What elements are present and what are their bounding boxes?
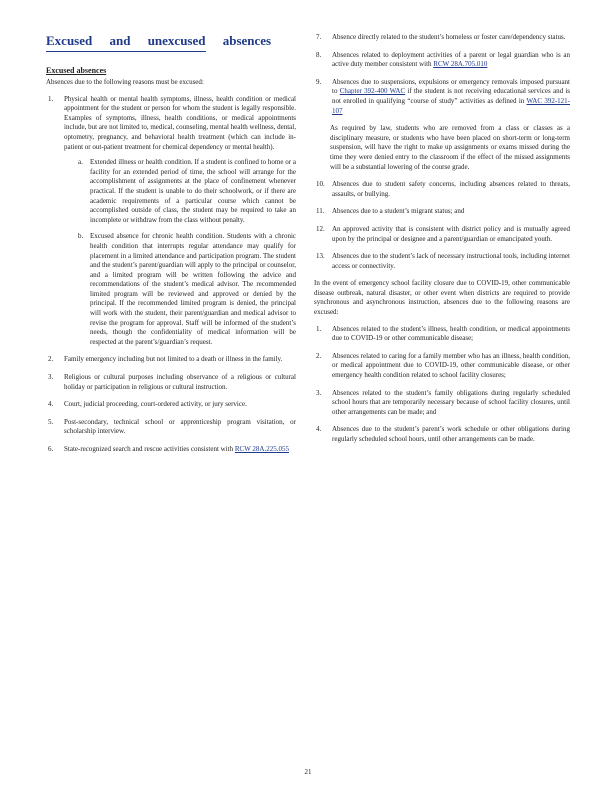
- list-number: 4.: [316, 425, 322, 434]
- excused-list: [46, 95, 296, 455]
- list-number: 10.: [316, 180, 325, 189]
- sub-list-text: Excused absence for chronic health condition. Students with a chronic health condition that interrupts regular attendance may qualify for placement in a limited attendance and participation program. The student and the student’s parent/guardian will apply to the principal or counselor, and a limited program will be written following the advice and recommendations of the student’s medical advisor. The recommended limited program will be reviewed and approved or denied by the principal. If the recommended limited program is denied, the principal will work with the student, their parent/guardian and medical advisor to revise the program for approval. Staff will be informed of the student’s needs, though the confidentiality of medical information will be respected at the parent’s/guardian’s request.: [90, 232, 296, 346]
- wac-chapter-link[interactable]: Chapter 392-400 WAC: [339, 87, 406, 96]
- list-text: Post-secondary, technical school or apprenticeship program visitation, or scholarship interview.: [64, 417, 296, 436]
- rcw-link[interactable]: RCW 28A.225.055: [234, 445, 289, 453]
- list-text: Religious or cultural purposes including observance of a religious or cultural holiday or participation in religious or cultural instruction.: [64, 373, 296, 391]
- excused-intro: Absences due to the following reasons must be excused:: [46, 78, 204, 86]
- list-item: [46, 418, 296, 437]
- list-number: 2.: [316, 351, 322, 360]
- list-number: 9.: [316, 77, 322, 86]
- excused-list-continued: [314, 33, 570, 116]
- list-text: Absence directly related to the student’s homeless or foster care/dependency status.: [332, 33, 566, 41]
- sub-list-letter: a.: [78, 158, 83, 167]
- list-number: 8.: [316, 50, 322, 59]
- list-number: 1.: [48, 94, 54, 103]
- list-text: Absences related to caring for a family member who has an illness, health condition, or medical appointment due to COVID-19, other communicable disease, or other emergency health condition related to school facility closures;: [332, 351, 570, 380]
- list-text: Court, judicial proceeding, court-ordered activity, or jury service.: [64, 400, 247, 409]
- list-number: 6.: [48, 445, 54, 453]
- list-text: Absences related to deployment activities of a parent or legal guardian who is an active duty member consistent with: [332, 50, 570, 69]
- list-number: 5.: [48, 417, 54, 426]
- list-text: An approved activity that is consistent with district policy and is mutually agreed upon by the principal or designee and a parent/guardian or emancipated youth.: [332, 224, 570, 243]
- list-number: 4.: [48, 400, 54, 409]
- list-item: [46, 355, 296, 365]
- sub-list-item: [78, 232, 296, 347]
- list-number: 3.: [48, 373, 54, 382]
- list-text: Absences related to the student’s illness, health condition, or medical appointments due to COVID-19 or other communicable disease;: [332, 324, 570, 343]
- list-text: Absences related to the student’s family obligations during regularly scheduled school hours that are temporarily necessary because of school facility closures, until other arrangements can be made; and: [332, 388, 570, 416]
- excused-list-continued-2: [314, 180, 570, 271]
- list-number: 1.: [316, 324, 322, 333]
- list-number: 3.: [316, 388, 322, 397]
- sub-list: [64, 158, 296, 347]
- list-number: 13.: [316, 252, 325, 261]
- covid-list: [314, 325, 570, 445]
- rcw-link[interactable]: RCW 28A.705.010: [433, 60, 488, 69]
- list-text: Absences due to student safety concerns, including absences related to threats, assaults, or bullying.: [332, 180, 570, 198]
- list-text: Physical health or mental health symptoms, illness, health condition or medical appointment for the student or person for whom the student is legally responsible. Examples of symptoms, illness, health conditions, or medical appointments include, but are not limited to, medical, counseling, mental health wellness, dental, optometry, pregnancy, and behavioral health treatment (which can include in-patient or out-patient treatment for chemical dependency or mental health).: [64, 94, 296, 151]
- list-text-continued: if the student is not receiving educational services and is not enrolled in qualifying “course of study” activities as defined in: [332, 87, 571, 105]
- left-column: [46, 33, 296, 463]
- page-number: 21: [304, 768, 312, 776]
- list-item: [314, 51, 570, 70]
- list-item: [314, 425, 570, 444]
- list-item: [314, 78, 570, 116]
- list-number: 11.: [316, 207, 325, 216]
- list-number: 2.: [48, 355, 54, 364]
- list-item: [314, 180, 570, 199]
- list-text: Absences due to the student’s lack of necessary instructional tools, including internet access or connectivity.: [332, 252, 570, 270]
- list-text: Absences due to a student’s migrant status; and: [332, 207, 465, 216]
- list-number: 12.: [316, 224, 325, 233]
- page-title: Excused and unexcused absences: [46, 33, 272, 48]
- list-text: Absences due to the student’s parent’s work schedule or other obligations during regularly scheduled school hours, until other arrangements can be made.: [332, 425, 570, 443]
- list-item: [314, 325, 570, 344]
- title-underline: [46, 51, 206, 52]
- sub-list-text: Extended illness or health condition. If a student is confined to home or a facility for an extended period of time, the school will arrange for the accomplishment of assignments at the place of confinement whenever practical. If the student is unable to do their schoolwork, or if there are academic requirements of a particular course which cannot be accomplished outside of class, the student may be required to take an incomplete or withdraw from the class without penalty.: [90, 158, 296, 224]
- wac-link[interactable]: WAC 392-121-107: [332, 96, 571, 115]
- list-item: [314, 33, 570, 43]
- list-item: [46, 400, 296, 410]
- emergency-paragraph: In the event of emergency school facility closure due to COVID-19, other communicable disease outbreak, natural disaster, or other event when districts are required to provide synchronous and asynchronous instruction, absences due to the following reasons are excused:: [314, 279, 570, 317]
- sub-list-item: [78, 158, 296, 225]
- list-item: [314, 207, 570, 217]
- excused-absences-heading: Excused absences: [46, 66, 107, 75]
- list-item: [314, 252, 570, 271]
- list-item: [314, 225, 570, 244]
- list-text: State-recognized search and rescue activities consistent with: [64, 445, 234, 453]
- list-text: Family emergency including but not limited to a death or illness in the family.: [64, 355, 283, 364]
- list-item: [46, 445, 296, 455]
- sub-list-letter: b.: [78, 232, 84, 241]
- list-item: [46, 95, 296, 348]
- makeup-paragraph: As required by law, students who are removed from a class or classes as a disciplinary measure, or students who have been placed on short-term or long-term suspension, will have the right to make up assignments or exams missed during the time they were denied entry to the classroom if the effect of the missed assignments will be a substantial lowering of the course grade.: [330, 124, 570, 171]
- list-item: [46, 373, 296, 392]
- list-item: [314, 389, 570, 418]
- list-number: 7.: [316, 33, 322, 41]
- list-text: Absences due to suspensions, expulsions or emergency removals imposed pursuant to: [332, 77, 570, 96]
- right-column: [314, 33, 570, 453]
- list-item: [314, 352, 570, 381]
